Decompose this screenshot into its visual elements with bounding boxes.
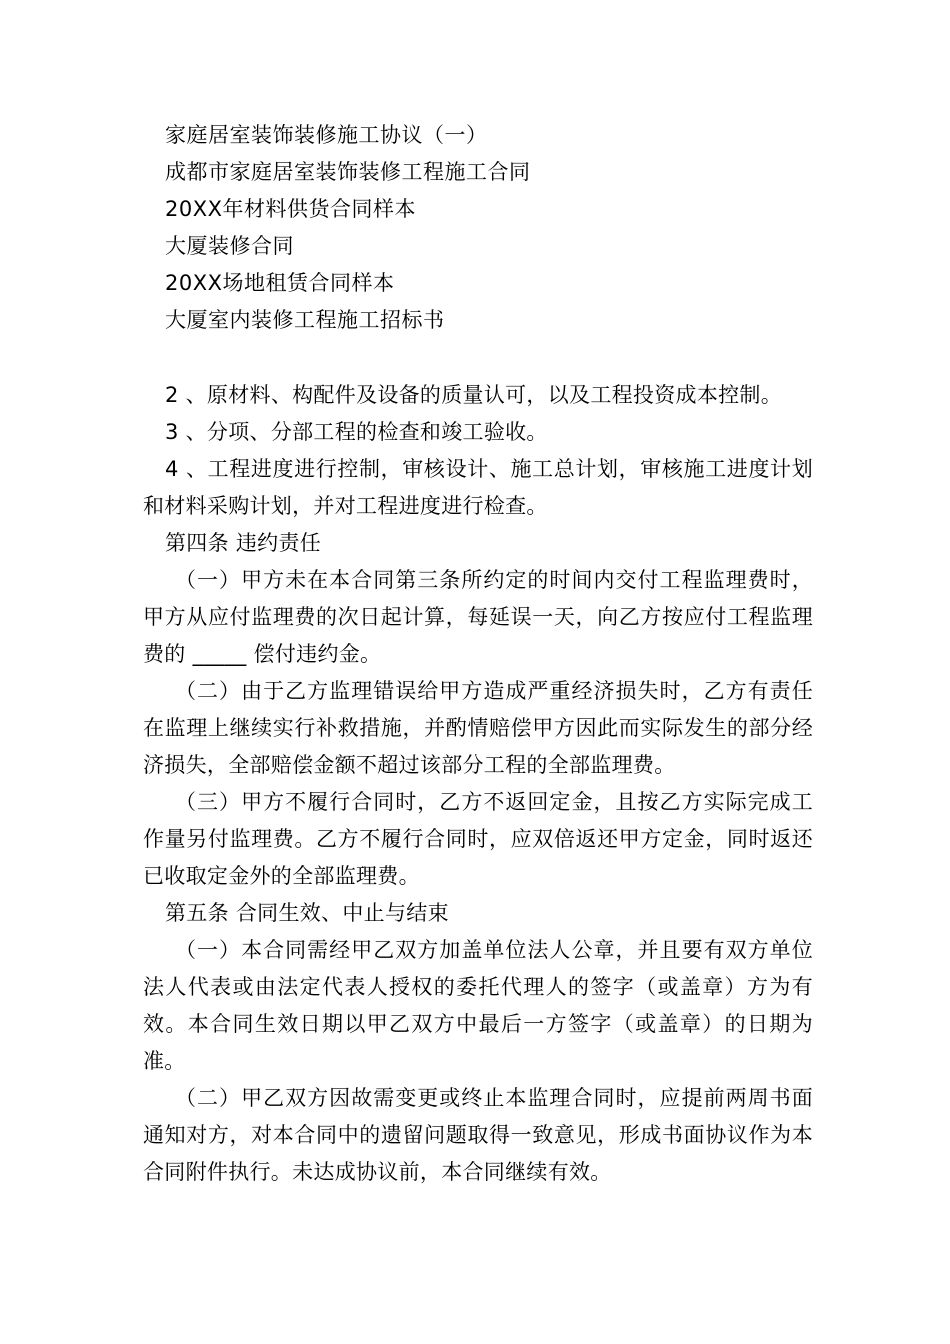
list-item-2: 2 、原材料、构配件及设备的质量认可，以及工程投资成本控制。	[165, 383, 783, 407]
article-4-clause-1: （一）甲方未在本合同第三条所约定的时间内交付工程监理费时，甲方从应付监理费的次日起计算，每延误一天，向乙方按应付工程监理费的 _____ 偿付违约金。	[143, 568, 813, 666]
related-link[interactable]: 成都市家庭居室装饰装修工程施工合同	[165, 160, 531, 184]
related-link[interactable]: 20XX场地租赁合同样本	[165, 271, 395, 295]
related-link[interactable]: 家庭居室装饰装修施工协议（一）	[165, 123, 488, 147]
article-5-heading: 第五条 合同生效、中止与结束	[165, 901, 449, 925]
article-4-heading: 第四条 违约责任	[165, 531, 322, 555]
related-link[interactable]: 20XX年材料供货合同样本	[165, 197, 416, 221]
list-item-3: 3 、分项、分部工程的检查和竣工验收。	[165, 420, 548, 444]
article-4-clause-2: （二）由于乙方监理错误给甲方造成严重经济损失时，乙方有责任在监理上继续实行补救措施，并酌情赔偿甲方因此而实际发生的部分经济损失，全部赔偿金额不超过该部分工程的全部监理费。	[143, 679, 813, 777]
article-5-clause-2: （二）甲乙双方因故需变更或终止本监理合同时，应提前两周书面通知对方，对本合同中的遗留问题取得一致意见，形成书面协议作为本合同附件执行。未达成协议前，本合同继续有效。	[143, 1086, 813, 1184]
article-4-clause-3: （三）甲方不履行合同时，乙方不返回定金，且按乙方实际完成工作量另付监理费。乙方不履行合同时，应双倍返还甲方定金，同时返还已收取定金外的全部监理费。	[143, 790, 813, 888]
related-link[interactable]: 大厦室内装修工程施工招标书	[165, 308, 445, 332]
related-link[interactable]: 大厦装修合同	[165, 234, 294, 258]
document-body	[143, 377, 813, 1191]
related-links	[165, 117, 531, 339]
list-item-4: 4 、工程进度进行控制，审核设计、施工总计划，审核施工进度计划和材料采购计划，并对工程进度进行检查。	[143, 457, 813, 518]
article-5-clause-1: （一）本合同需经甲乙双方加盖单位法人公章，并且要有双方单位法人代表或由法定代表人授权的委托代理人的签字（或盖章）方为有效。本合同生效日期以甲乙双方中最后一方签字（或盖章）的日期为准。	[143, 938, 813, 1073]
